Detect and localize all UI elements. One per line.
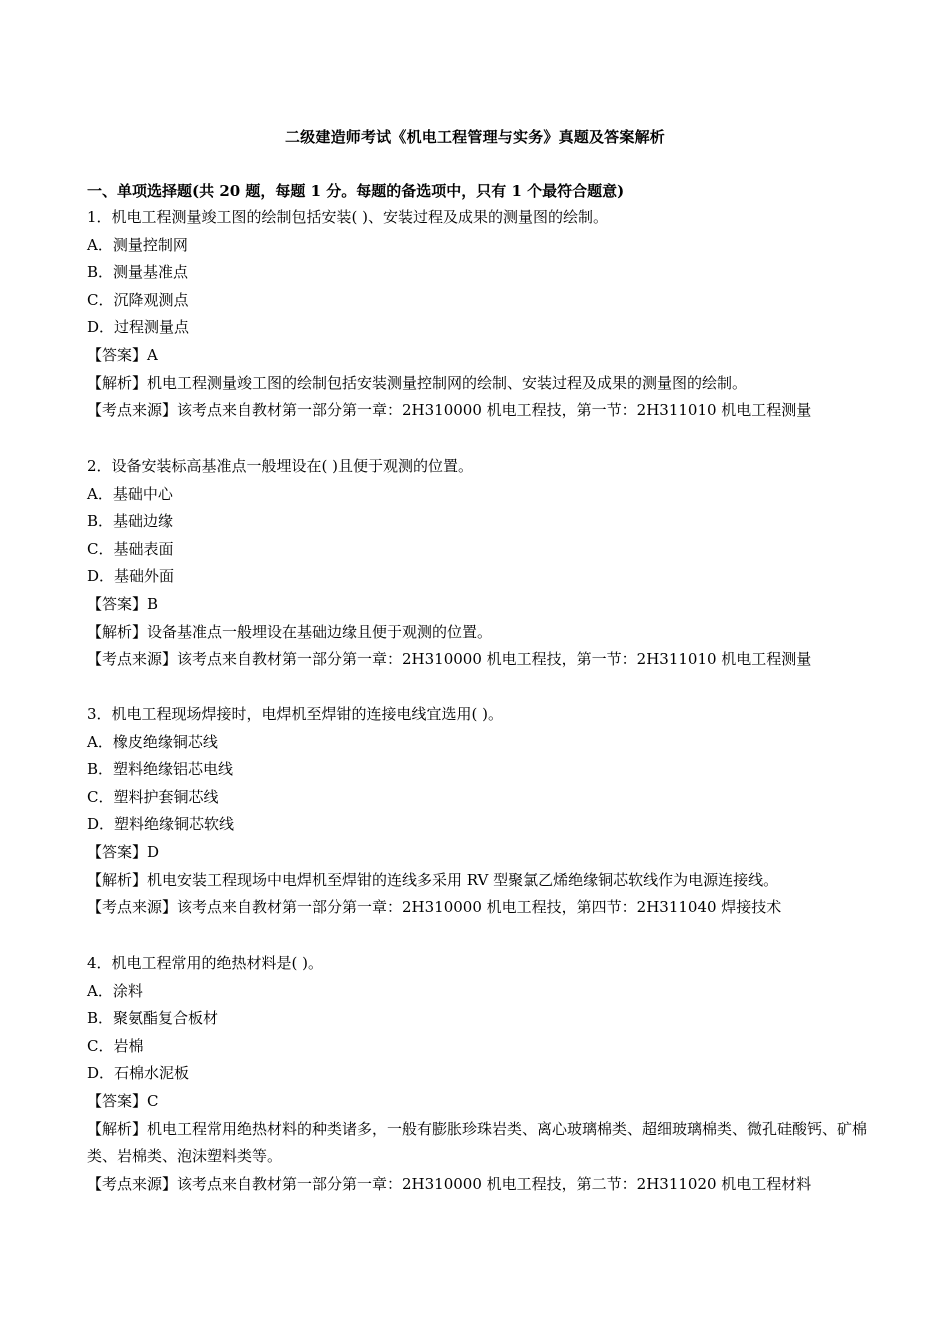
- source: 【考点来源】该考点来自教材第一部分第一章：2H310000 机电工程技，第一节：2H311010 机电工程测量: [87, 401, 812, 420]
- document-title: 二级建造师考试《机电工程管理与实务》真题及答案解析: [284, 128, 665, 146]
- option-a: A．橡皮绝缘铜芯线: [87, 732, 218, 751]
- question-stem: 1．机电工程测量竣工图的绘制包括安装( )、安装过程及成果的测量图的绘制。: [87, 208, 609, 226]
- question-stem: 2．设备安装标高基准点一般埋设在( )且便于观测的位置。: [87, 457, 474, 475]
- source: 【考点来源】该考点来自教材第一部分第一章：2H310000 机电工程技，第一节：2H311010 机电工程测量: [87, 650, 812, 669]
- answer: 【答案】C: [87, 1091, 159, 1110]
- option-d: D．塑料绝缘铜芯软线: [87, 815, 235, 834]
- answer: 【答案】B: [87, 594, 159, 613]
- option-a: A．涂料: [87, 981, 143, 1000]
- option-d: D．过程测量点: [87, 318, 190, 337]
- option-c: C．基础表面: [87, 539, 174, 558]
- option-b: B．测量基准点: [87, 263, 189, 282]
- option-b: B．聚氨酯复合板材: [87, 1009, 219, 1028]
- question-stem: 4．机电工程常用的绝热材料是( )。: [87, 954, 324, 972]
- option-c: C．塑料护套铜芯线: [87, 787, 219, 806]
- analysis: 【解析】机电工程测量竣工图的绘制包括安装测量控制网的绘制、安装过程及成果的测量图的绘制。: [87, 373, 748, 392]
- source: 【考点来源】该考点来自教材第一部分第一章：2H310000 机电工程技，第四节：2H311040 焊接技术: [87, 898, 782, 917]
- analysis: 【解析】机电工程常用绝热材料的种类诸多，一般有膨胀珍珠岩类、离心玻璃棉类、超细玻璃棉类、微孔硅酸钙、矿棉类、岩棉类、泡沫塑料类等。: [87, 1119, 868, 1166]
- question-3: [87, 701, 867, 922]
- answer: 【答案】D: [87, 842, 160, 861]
- answer: 【答案】A: [87, 345, 158, 364]
- option-b: B．基础边缘: [87, 512, 174, 531]
- question-stem: 3．机电工程现场焊接时，电焊机至焊钳的连接电线宜选用( )。: [87, 705, 504, 723]
- option-a: A．基础中心: [87, 484, 173, 503]
- option-d: D．基础外面: [87, 567, 175, 586]
- source: 【考点来源】该考点来自教材第一部分第一章：2H310000 机电工程技，第二节：2H311020 机电工程材料: [87, 1174, 812, 1193]
- option-c: C．岩棉: [87, 1036, 144, 1055]
- section-heading: 一、单项选择题(共 20 题，每题 1 分。每题的备选项中，只有 1 个最符合题意): [87, 182, 625, 200]
- option-d: D．石棉水泥板: [87, 1064, 190, 1083]
- question-4: [87, 950, 867, 1198]
- option-c: C．沉降观测点: [87, 290, 189, 309]
- question-2: [87, 453, 867, 674]
- option-a: A．测量控制网: [87, 235, 188, 254]
- option-b: B．塑料绝缘铝芯电线: [87, 760, 234, 779]
- analysis: 【解析】设备基准点一般埋设在基础边缘且便于观测的位置。: [87, 622, 493, 641]
- analysis: 【解析】机电安装工程现场中电焊机至焊钳的连线多采用 RV 型聚氯乙烯绝缘铜芯软线作为电源连接线。: [87, 870, 779, 889]
- question-1: [87, 204, 867, 425]
